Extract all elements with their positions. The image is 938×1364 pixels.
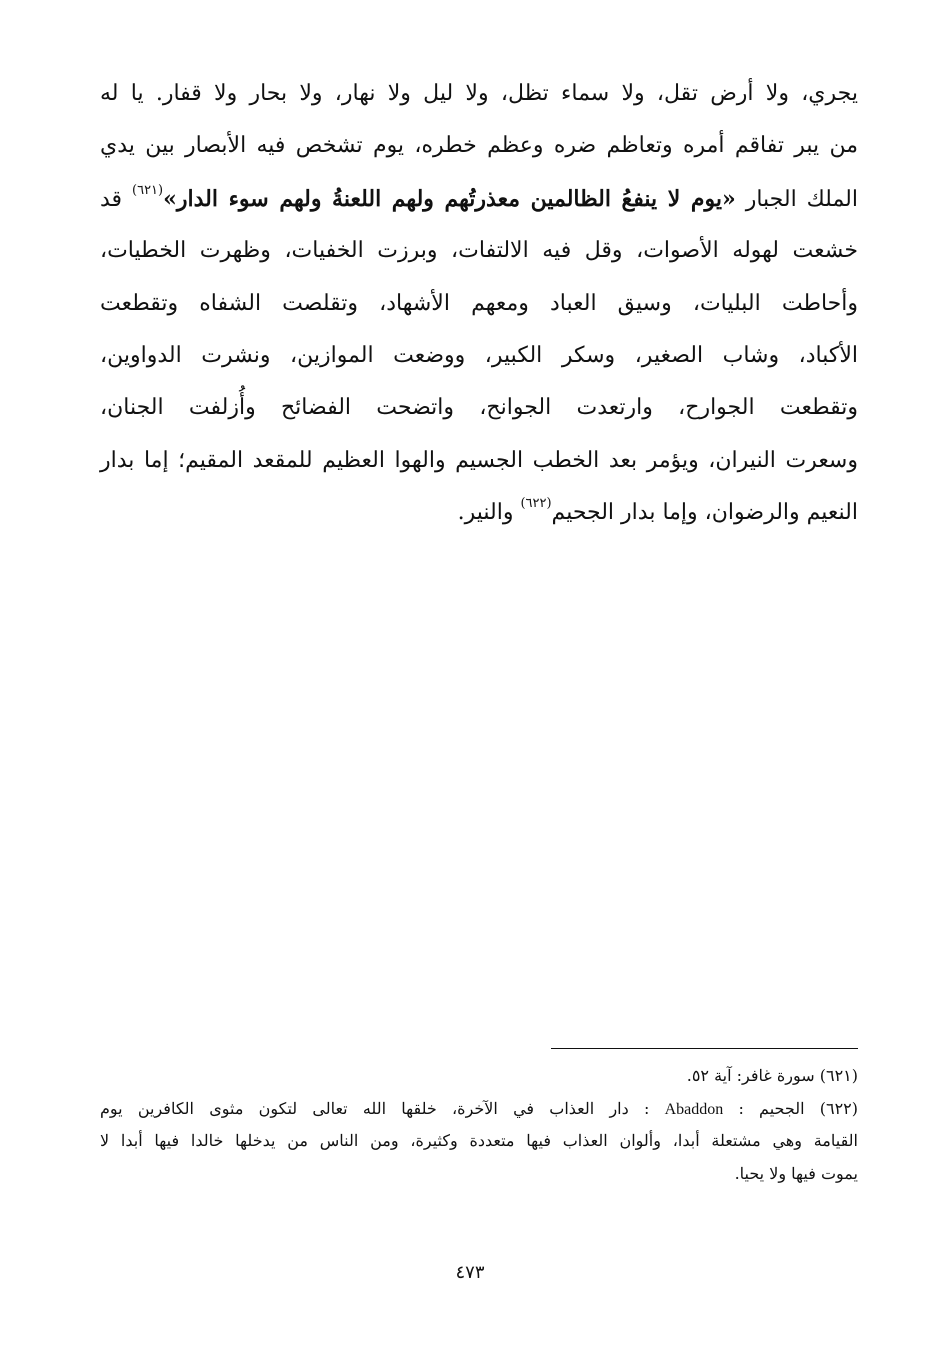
- text-line-5: وأحاطت البليات، وسيق العباد ومعهم الأشهاد، وتقلصت الشفاه وتقطعت: [100, 290, 858, 316]
- footnote-622-latin-term: Abaddon: [664, 1100, 724, 1118]
- footnote-622-line-2: القيامة وهي مشتعلة أبدا، وألوان العذاب فيها متعددة وكثيرة، ومن الناس من يدخلها خالدا فيها أبدا لا: [100, 1131, 858, 1150]
- footnote-ref-621: (٦٢١): [132, 182, 164, 198]
- text-line-6: الأكباد، وشاب الصغير، وسكر الكبير، ووضعت الموازين، ونشرت الدواوين،: [100, 342, 858, 368]
- text-line-8: وسعرت النيران، ويؤمر بعد الخطب الجسيم والهوا العظيم للمقعد المقيم؛ إما بدار: [100, 447, 858, 473]
- text-line-7: وتقطعت الجوارح، وارتعدت الجوانح، واتضحت الفضائح وأُزلفت الجنان،: [100, 395, 858, 421]
- footnote-separator-rule: [551, 1048, 858, 1049]
- quran-quote: «يوم لا ينفعُ الظالمين معذرتُهم ولهم اللعنةُ ولهم سوء الدار»: [163, 185, 736, 212]
- text-line-3: [100, 173, 858, 225]
- footnote-622-line-3: يموت فيها ولا يحيا.: [734, 1163, 858, 1183]
- footnote-ref-622: (٦٢٢): [520, 496, 552, 512]
- footnote-622-prefix: (٦٢٢) الجحيم :: [723, 1098, 859, 1118]
- footnotes-block: [100, 1060, 858, 1190]
- text-line-3-before: الملك الجبار: [735, 186, 858, 212]
- main-text-block: [100, 68, 858, 540]
- footnote-621: (٦٢١) سورة غافر: آية ٥٢.: [686, 1066, 858, 1085]
- text-line-1: يجري، ولا أرض تقل، ولا سماء تظل، ولا ليل ولا نهار، ولا بحار ولا قفار. يا له: [100, 81, 858, 106]
- footnote-622-line-1: [100, 1093, 858, 1126]
- text-line-9-after: والنير.: [457, 500, 521, 526]
- text-line-4: خشعت لهوله الأصوات، وقل فيه الالتفات، وبرزت الخفيات، وظهرت الخطيات،: [100, 238, 858, 264]
- page-number: ٤٧٣: [455, 1262, 485, 1283]
- text-line-3-after: قد: [100, 186, 133, 212]
- text-line-2: من يبر تفاقم أمره وتعاظم ضره وعظم خطره، يوم تشخص فيه الأبصار بين يدي: [100, 133, 858, 159]
- text-line-9-before: النعيم والرضوان، وإما بدار الجحيم: [551, 500, 858, 526]
- text-line-9: [100, 487, 858, 539]
- footnote-622-rest: : دار العذاب في الآخرة، خلقها الله تعالى لتكون مثوى الكافرين يوم: [100, 1098, 665, 1118]
